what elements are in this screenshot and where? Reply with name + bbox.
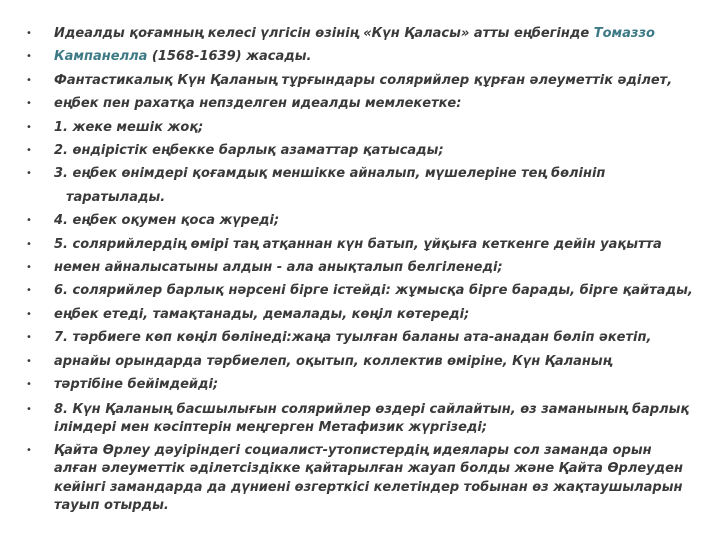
bullet-dot-icon: •: [26, 332, 32, 344]
bullet-dot-icon: •: [26, 74, 32, 86]
bullet-item: [26, 373, 696, 396]
bullet-item: [26, 326, 696, 349]
bullet-text: еңбек пен рахатқа непзделген идеалды мемлекетке:: [54, 96, 462, 112]
bullet-text: 3. еңбек өнімдері қоғамдық меншікке айналып, мүшелеріне тең бөлініп: [54, 166, 606, 182]
bullet-item: [26, 256, 696, 279]
bullet-text: 7. тәрбиеге көп көңіл бөлінеді:жаңа туылған баланы ата-анадан бөліп әкетіп,: [54, 330, 652, 346]
bullet-item: [26, 92, 696, 115]
bullet-item: [26, 233, 696, 256]
bullet-item: [26, 279, 696, 302]
bullet-item: [26, 116, 696, 139]
bullet-dot-icon: •: [26, 121, 32, 133]
bullet-text: 1. жеке мешік жоқ;: [54, 119, 204, 135]
bullet-dot-icon: •: [26, 403, 32, 415]
bullet-dot-icon: •: [26, 145, 32, 157]
bullet-text: немен айналысатыны алдын - ала анықталып белгіленеді;: [54, 260, 503, 276]
bullet-dot-icon: •: [26, 51, 32, 63]
bullet-item: [26, 209, 696, 232]
bullet-item: [26, 442, 696, 516]
bullet-item: [26, 69, 696, 92]
bullet-dot-icon: •: [26, 215, 32, 227]
bullet-continuation: таратылады.: [66, 189, 166, 205]
bullet-text: 5. солярийлердің өмірі таң атқаннан күн батып, ұйқыға кеткенге дейін уақытта: [54, 236, 662, 252]
bullet-item: [26, 22, 696, 45]
bullet-text: 6. солярийлер барлық нәрсені бірге істейді: жұмысқа бірге барады, бірге қайтады,: [54, 283, 693, 299]
bullet-item: [26, 139, 696, 162]
bullet-list: [26, 22, 696, 516]
bullet-text: Идеалды қоғамның келесі үлгісін өзінің «Күн Қаласы» атты еңбегінде: [54, 26, 594, 41]
bullet-text: 4. еңбек оқумен қоса жүреді;: [54, 213, 280, 229]
bullet-text: Фантастикалық Күн Қаланың тұрғындары солярийлер құрған әлеуметтік әділет,: [54, 72, 673, 88]
bullet-dot-icon: •: [26, 355, 32, 367]
bullet-dot-icon: •: [26, 285, 32, 297]
bullet-dot-icon: •: [26, 238, 32, 250]
bullet-dot-icon: •: [26, 98, 32, 110]
bullet-item: [26, 45, 696, 68]
bullet-dot-icon: •: [26, 262, 32, 274]
bullet-text: 2. өндірістік еңбекке барлық азаматтар қатысады;: [54, 143, 444, 159]
bullet-item: [26, 303, 696, 326]
bullet-text: арнайы орындарда тәрбиелеп, оқытып, коллектив өміріне, Күн Қаланың: [54, 353, 612, 369]
bullet-item: [26, 350, 696, 373]
bullet-item: [26, 401, 696, 438]
bullet-text: еңбек етеді, тамақтанады, демалады, көңіл көтереді;: [54, 306, 470, 322]
bullet-dot-icon: •: [26, 444, 32, 456]
bullet-dot-icon: •: [26, 308, 32, 320]
bullet-dot-icon: •: [26, 28, 32, 39]
highlighted-name: Кампанелла: [54, 49, 148, 65]
bullet-dot-icon: •: [26, 168, 32, 180]
bullet-text: тәртібіне бейімдейді;: [54, 377, 219, 393]
highlighted-name: Томаззо: [593, 26, 655, 41]
bullet-item: [26, 162, 696, 209]
bullet-text: 8. Күн Қаланың басшылығын солярийлер өздері сайлайтын, өз заманының барлық ілімдері мен кәсіптерін меңгерген Метафизик жүргізеді;: [54, 401, 690, 435]
bullet-text: Қайта Өрлеу дәуіріндегі социалист-утопистердің идеялары сол заманда орын алған әлеуметтік әділетсіздікке қайтарылған жауап болды және Қайта Өрлеуден кейінгі замандарда да дүниені өзгерткісі келетіндер тобынан өз жақтаушыларын тауып отырды.: [54, 442, 683, 513]
bullet-text: (1568-1639) жасады.: [147, 49, 312, 65]
bullet-dot-icon: •: [26, 379, 32, 391]
